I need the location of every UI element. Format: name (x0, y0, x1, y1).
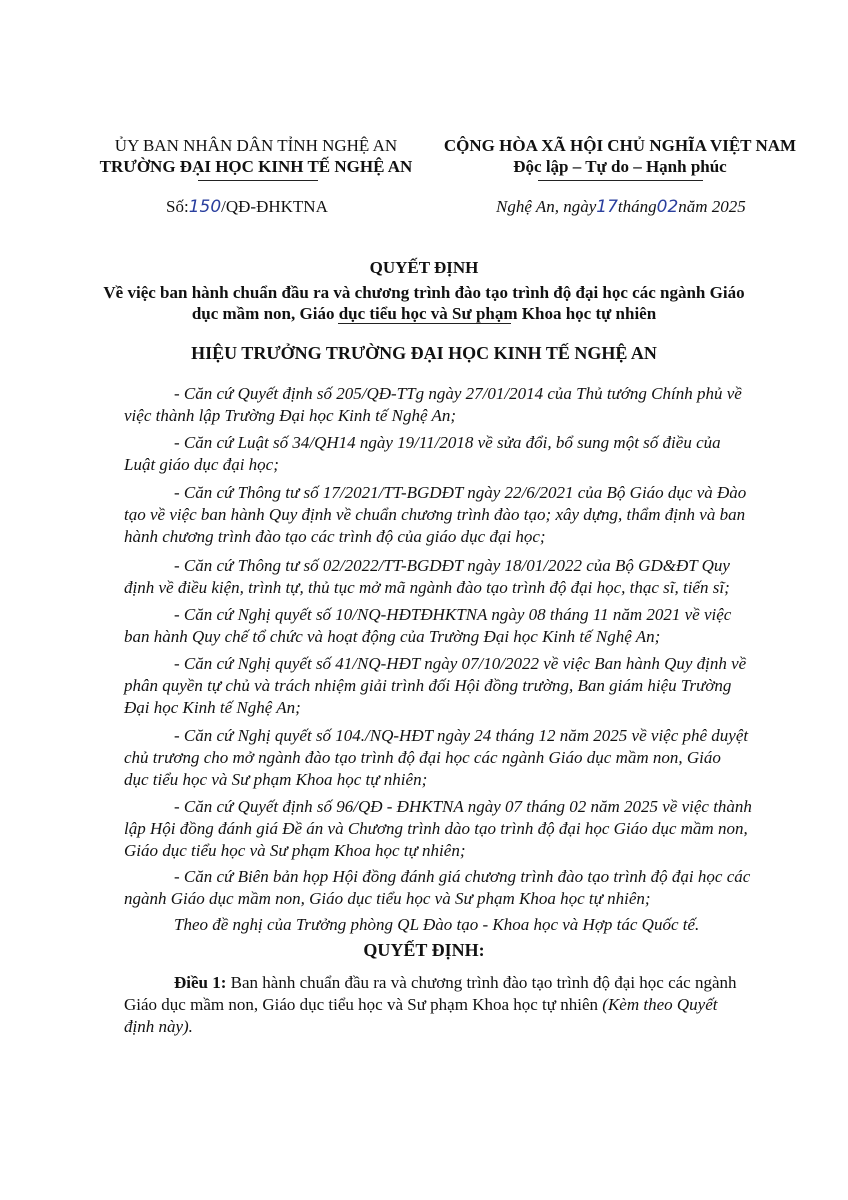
basis-3-line1: - Căn cứ Thông tư số 17/2021/TT-BGDĐT ngày 22/6/2021 của Bộ Giáo dục và Đào (174, 483, 747, 502)
basis-7-line2: chủ trương cho mở ngành đào tạo trình độ đại học các ngành Giáo dục mầm non, Giáo (124, 748, 721, 767)
handwritten-day: 17 (596, 197, 618, 217)
basis-2-line2: Luật giáo dục đại học; (124, 455, 279, 474)
basis-7-line1: - Căn cứ Nghị quyết số 104./NQ-HĐT ngày 24 tháng 12 năm 2025 về việc phê duyệt (174, 726, 749, 745)
decision-heading-2: QUYẾT ĐỊNH: (363, 940, 485, 960)
date-prefix: Nghệ An, ngày (496, 197, 597, 216)
issuer-school: TRƯỜNG ĐẠI HỌC KINH TẾ NGHỆ AN (99, 157, 413, 176)
year-text: năm 2025 (678, 197, 746, 216)
article-1 (124, 972, 766, 1038)
decision-subject-line1: Về việc ban hành chuẩn đầu ra và chương trình đào tạo trình độ đại học các ngành Giáo (103, 283, 745, 302)
basis-7 (124, 725, 766, 791)
subject-underline (338, 323, 511, 324)
basis-3-line3: hành chương trình đào tạo các trình độ của giáo dục đại học; (124, 527, 546, 546)
article-1-line3: định này). (124, 1017, 193, 1036)
basis-8-line1: - Căn cứ Quyết định số 96/QĐ - ĐHKTNA ngày 07 tháng 02 năm 2025 về việc thành (174, 797, 752, 816)
basis-8-line3: Giáo dục tiểu học và Sư phạm Khoa học tự nhiên; (124, 841, 466, 860)
basis-6-line1: - Căn cứ Nghị quyết số 41/NQ-HĐT ngày 07/10/2022 về việc Ban hành Quy định về (174, 654, 747, 673)
national-title: CỘNG HÒA XÃ HỘI CHỦ NGHĨA VIỆT NAM (443, 136, 797, 155)
document-number (166, 197, 328, 217)
basis-1 (124, 383, 766, 427)
article-1-text1: Ban hành chuẩn đầu ra và chương trình đào tạo trình độ đại học các ngành (226, 973, 737, 992)
document-date (496, 197, 746, 217)
basis-6-line3: Đại học Kinh tế Nghệ An; (124, 698, 301, 717)
month-label: tháng (617, 197, 657, 216)
article-1-attachment-note: (Kèm theo Quyết (602, 995, 718, 1014)
basis-3-line2: tạo về việc ban hành Quy định về chuẩn chương trình đào tạo; xây dựng, thẩm định và ban (124, 505, 746, 524)
issuer-authority: ỦY BAN NHÂN DÂN TỈNH NGHỆ AN (114, 136, 398, 155)
basis-4-line1: - Căn cứ Thông tư số 02/2022/TT-BGDĐT ngày 18/01/2022 của Bộ GD&ĐT Quy (174, 556, 730, 575)
basis-1-line1: - Căn cứ Quyết định số 205/QĐ-TTg ngày 27/01/2014 của Thủ tướng Chính phủ về (174, 384, 742, 403)
motto-underline (538, 180, 703, 181)
article-1-text2: Giáo dục mầm non, Giáo dục tiểu học và Sư phạm Khoa học tự nhiên (124, 995, 603, 1014)
issuer-underline (198, 180, 318, 181)
basis-8 (124, 796, 766, 862)
number-prefix: Số: (166, 197, 189, 216)
number-suffix: /QĐ-ĐHKTNA (221, 197, 328, 216)
basis-7-line3: dục tiểu học và Sư phạm Khoa học tự nhiên; (124, 770, 428, 789)
decision-heading: QUYẾT ĐỊNH (369, 258, 479, 277)
article-1-label: Điều 1: (174, 973, 227, 992)
proposal-line: Theo đề nghị của Trưởng phòng QL Đào tạo - Khoa học và Hợp tác Quốc tế. (174, 915, 700, 934)
handwritten-month: 02 (656, 197, 679, 217)
basis-3 (124, 482, 766, 548)
basis-4 (124, 555, 766, 599)
basis-4-line2: định về điều kiện, trình tự, thủ tục mở mã ngành đào tạo trình độ đại học, thạc sĩ, tiến sĩ; (124, 578, 730, 597)
basis-9-line1: - Căn cứ Biên bản họp Hội đồng đánh giá chương trình đào tạo trình độ đại học các (174, 867, 751, 886)
basis-9 (124, 866, 766, 910)
handwritten-number: 150 (188, 197, 222, 217)
basis-5-line1: - Căn cứ Nghị quyết số 10/NQ-HĐTĐHKTNA ngày 08 tháng 11 năm 2021 về việc (174, 605, 732, 624)
basis-9-line2: ngành Giáo dục mầm non, Giáo dục tiểu học và Sư phạm Khoa học tự nhiên; (124, 889, 651, 908)
decision-subject-line2: dục mầm non, Giáo dục tiểu học và Sư phạm Khoa học tự nhiên (191, 304, 657, 323)
article-1-line1 (124, 972, 766, 994)
basis-6 (124, 653, 766, 719)
national-motto: Độc lập – Tự do – Hạnh phúc (513, 157, 727, 176)
basis-8-line2: lập Hội đồng đánh giá Đề án và Chương trình dào tạo trình độ đại học Giáo dục mầm non, (124, 819, 748, 838)
issuing-authority: HIỆU TRƯỞNG TRƯỜNG ĐẠI HỌC KINH TẾ NGHỆ AN (191, 343, 657, 363)
basis-1-line2: việc thành lập Trường Đại học Kinh tế Nghệ An; (124, 406, 457, 425)
article-1-line2 (124, 994, 766, 1016)
basis-5-line2: ban hành Quy chế tổ chức và hoạt động của Trường Đại học Kinh tế Nghệ An; (124, 627, 661, 646)
basis-2 (124, 432, 766, 476)
basis-6-line2: phân quyền tự chủ và trách nhiệm giải trình đối Hội đồng trường, Ban giám hiệu Trường (124, 676, 732, 695)
basis-2-line1: - Căn cứ Luật số 34/QH14 ngày 19/11/2018 về sửa đổi, bổ sung một số điều của (174, 433, 721, 452)
basis-5 (124, 604, 766, 648)
